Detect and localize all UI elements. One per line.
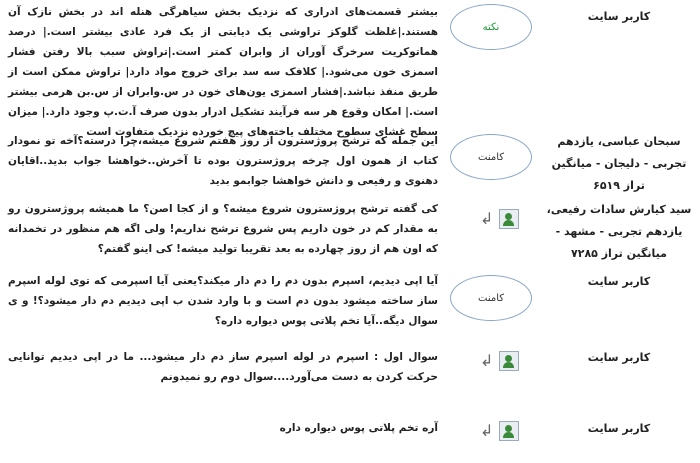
comment-text: آیا اپی دیدیم، اسپرم بدون دم را دم دار میکند؟یعنی آیا اسپرمی که توی لوله اسپرم ساز ساخته میشود بدون دم است و با وارد شدن ب اپی دیدیم دم دار میشود؟! و ی سوال دیگه..آیا تخم پلاتی پوس دیواره داره؟ <box>8 275 438 327</box>
reply-item <box>0 200 700 260</box>
reply-author[interactable]: کاربر سایت <box>587 351 651 364</box>
user-avatar-icon <box>499 421 519 441</box>
comment-text: بیشتر قسمت‌های ادراری که نزدیک بخش سیاهرگی هنله اند در بخش نازک آن هستند.|غلظت گلوکز تراوشی یک دیابتی از یک فرد عادی بیشتر است.| درصد هماتوکریت سرخرگ آوران از وابران کمتر است.|تراوش سبب بالا رفتن فشار اسمزی خون می‌شود.| کلافک سه سد برای خروج مواد دارد| تراوش ممکن است از طریق منفذ نباشد.|فشار اسمزی یون‌های خون در س.وابران از س.بن هرمی بیشتر است.| امکان وقوع هر سه فرآیند تشکیل ادرار بدون صرف آ.ت.پ وجود دارد.| میزان سطح غشای سطوح مختلف یاخته‌های پیچ خورده نزدیک متفاوت است <box>8 6 438 138</box>
comment-item <box>0 272 700 332</box>
reply-arrow-icon: ↲ <box>480 421 494 440</box>
comment-item <box>0 132 700 192</box>
comment-badge: کامنت <box>450 134 532 180</box>
comment-author[interactable]: سبحان عباسی، یازدهم تجربی - دلیجان - میانگین تراز ۶۵۱۹ <box>551 135 687 192</box>
reply-arrow-icon: ↲ <box>480 209 494 228</box>
tip-badge: نکته <box>450 4 532 50</box>
reply-item <box>0 348 700 393</box>
comment-badge: کامنت <box>450 275 532 321</box>
reply-item <box>0 418 700 448</box>
reply-text: آره تخم پلاتی پوس دیواره داره <box>279 422 438 434</box>
comment-author[interactable]: کاربر سایت <box>587 275 651 288</box>
user-avatar-icon <box>499 351 519 371</box>
reply-indicator <box>480 350 530 372</box>
reply-text: سوال اول : اسپرم در لوله اسپرم ساز دم دار میشود... ما در اپی دیدیم توانایی حرکت کردن به دست می‌آورد....سوال دوم رو نمیدونم <box>8 351 438 383</box>
user-avatar-icon <box>499 209 519 229</box>
comment-text: این جمله که ترشح پروژسترون از روز هفتم شروع میشه،چرا درسته؟آخه تو نمودار کتاب از همون اول چرخه پروژسترون بوده تا آخرش..خواهشا جواب بدید..اقایان دهنوی و رفیعی و دانش خواهشا جوابمو بدید <box>8 135 438 187</box>
comment-item <box>0 0 700 138</box>
reply-text: کی گفته ترشح پروژسترون شروع میشه؟ و از کجا اصن؟ ما همیشه پروژسترون رو به مقدار کم در خون داریم پس شروع ترشح نداریم! ولی اگه هم منظور در تخمدانه که اون هم از روز چهارده به بعد تقریبا تولید میشه! کی اینو گفتم؟ <box>8 203 438 255</box>
comment-author[interactable]: کاربر سایت <box>587 10 651 23</box>
reply-indicator <box>480 420 530 442</box>
reply-arrow-icon: ↲ <box>480 351 494 370</box>
reply-author[interactable]: سید کیارش سادات رفیعی، یازدهم تجربی - مشهد - میانگین تراز ۷۲۸۵ <box>546 203 692 260</box>
reply-indicator <box>480 208 530 230</box>
reply-author[interactable]: کاربر سایت <box>587 422 651 435</box>
